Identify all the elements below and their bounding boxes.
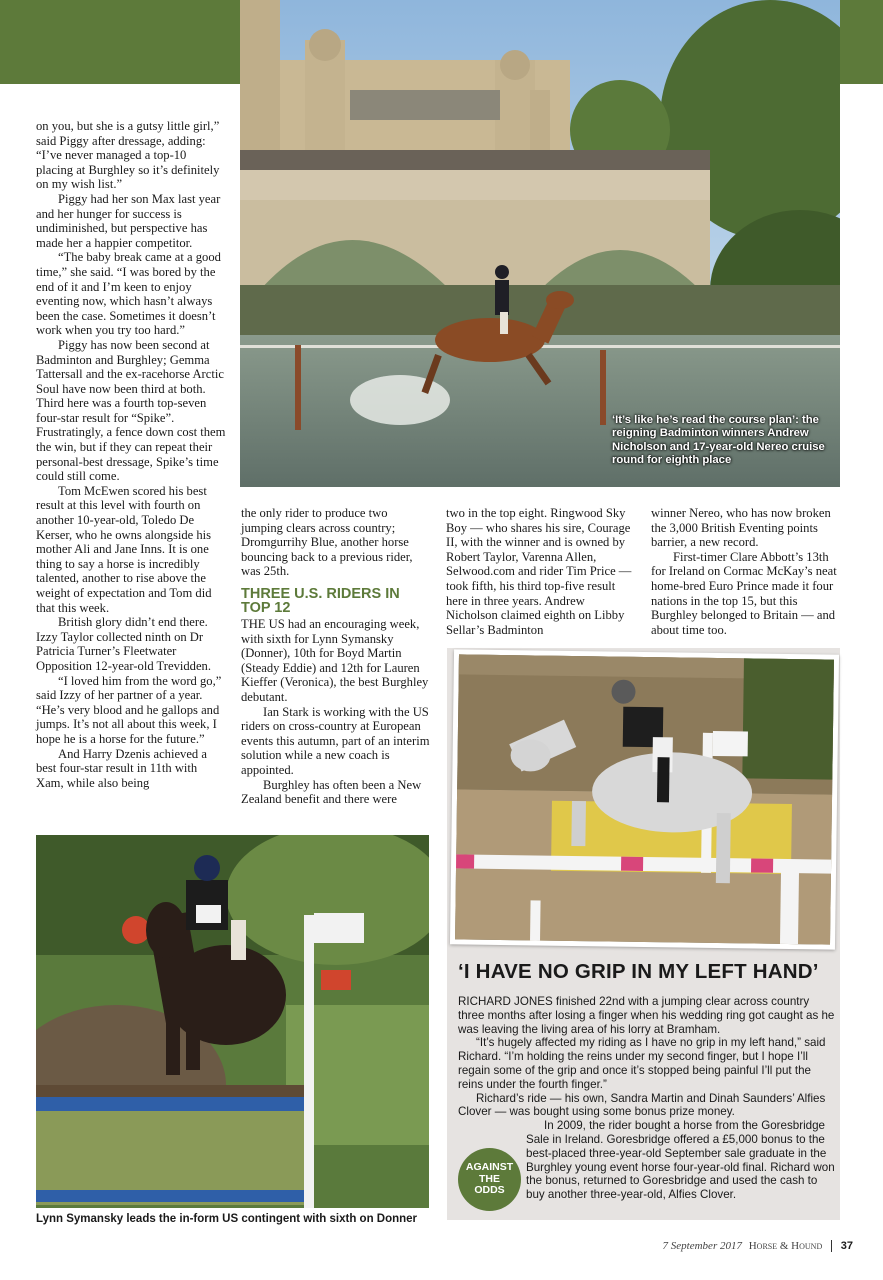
article-column-4 bbox=[651, 506, 841, 637]
col2-para-0: the only rider to produce two jumping clears across country; Dromgurrihy Blue, another horse bouncing back to a previous rider, was 25th. bbox=[241, 506, 413, 579]
article-column-2 bbox=[241, 506, 431, 807]
sidebar-photo bbox=[450, 649, 839, 949]
header-band-left bbox=[0, 0, 240, 84]
page-footer bbox=[663, 1240, 853, 1252]
col2-para-2: Ian Stark is working with the US riders on cross-country at European events this autumn, part of an interim solution while a new coach is appointed. bbox=[241, 704, 430, 777]
badge-line-3: ODDS bbox=[474, 1184, 505, 1197]
against-the-odds-badge bbox=[458, 1148, 521, 1211]
top-photo bbox=[240, 0, 840, 487]
sidebar-para-3-text: In 2009, the rider bought a horse from the Goresbridge Sale in Ireland. Goresbridge offered a £5,000 bonus to the best-placed three-year-old September sale graduate in the Burghley young event horse four-year-old final. Richard won the bonus, returned to Goresbridge and used the cash to buy another three-year-old, Alfies Clover. bbox=[526, 1119, 835, 1202]
sidebar-photo-image bbox=[450, 649, 839, 949]
col1-para-6: “I loved him from the word go,” said Izzy of her partner of a year. “He’s very blood and he gallops and jumps. It’s not all about this week, I hope he is a horse for the future.” bbox=[36, 673, 222, 746]
col1-para-5: British glory didn’t end there. Izzy Taylor collected ninth on Dr Patricia Turner’s Fleetwater Opposition 12-year-old Trevidden. bbox=[36, 615, 211, 673]
col1-para-1: Piggy had her son Max last year and her hunger for success is undiminished, but perspective has made her a happier competitor. bbox=[36, 191, 221, 250]
col2-para-1: THE US had an encouraging week, with sixth for Lynn Symansky (Donner), 10th for Boyd Martin (Steady Eddie) and 12th for Lauren Kieffer (Veronica), the best Burghley debutant. bbox=[241, 616, 429, 704]
sidebar-para-2: Richard’s ride — his own, Sandra Martin and Dinah Saunders’ Alfies Clover — was bought using some bonus prize money. bbox=[458, 1091, 826, 1119]
col3-para-0: two in the top eight. Ringwood Sky Boy — who shares his sire, Courage II, with the winner and is owned by Robert Taylor, Varenna Allen, Selwood.com and rider Tim Price — took fifth, his third top-five result here in three years. Andrew Nicholson claimed eighth on Libby Sellar’s Badminton bbox=[446, 506, 632, 637]
article-column-1 bbox=[36, 119, 226, 790]
col1-para-2: “The baby break came at a good time,” she said. “I was bored by the end of it and I’m keen to enjoy eventing now, which hasn’t always been the case. Sometimes it doesn’t work when you try too hard.” bbox=[36, 250, 221, 338]
article-column-3 bbox=[446, 506, 636, 637]
bottom-photo-caption: Lynn Symansky leads the in-form US contingent with sixth on Donner bbox=[36, 1213, 418, 1225]
bottom-left-photo bbox=[36, 835, 429, 1208]
col1-para-0: on you, but she is a gutsy little girl,” said Piggy after dressage, adding: “I’ve never managed a top-10 placing at Burghley so it’s definitely on my wish list.” bbox=[36, 119, 220, 192]
col1-para-4: Tom McEwen scored his best result at this level with fourth on another 10-year-old, Toledo De Kerser, who he owns alongside his mother Ali and Jane Inns. It is one thing to say a horse is incredibly talented, another to rise above the weight of expectation and Tom did that this week. bbox=[36, 483, 212, 615]
col4-para-1: First-timer Clare Abbott’s 13th for Ireland on Cormac McKay’s neat home-bred Euro Prince made it four nations in the top 15, but this Burghley belonged to Britain — and about time too. bbox=[651, 549, 837, 637]
top-photo-caption: ‘It’s like he’s read the course plan’: the reigning Badminton winners Andrew Nicholson and 17-year-old Nereo cruise round for eighth place bbox=[612, 414, 825, 467]
col1-para-7: And Harry Dzenis achieved a best four-star result in 11th with Xam, while also being bbox=[36, 746, 207, 790]
badge-line-1: AGAINST bbox=[465, 1161, 514, 1174]
footer-magazine: Horse & Hound bbox=[748, 1240, 823, 1252]
sidebar-para-1: “It’s hugely affected my riding as I have no grip in my left hand,” said Richard. “I’m holding the reins under my second finger, but I hope I’ll regain some of the grip and once it’s stopped being painful I’ll put the reins under the fourth finger.” bbox=[458, 1036, 826, 1091]
header-band-right bbox=[840, 0, 883, 84]
footer-date: 7 September 2017 bbox=[662, 1240, 742, 1252]
col1-para-3: Piggy has now been second at Badminton and Burghley; Gemma Tattersall and the ex-racehorse Arctic Soul have now been third at both. Third here was a fourth top-seven four-star result for “Spike”. Frustratingly, a fence down cost them the win, but if they can repeat their personal-best dressage, Spike’s time could still come. bbox=[36, 337, 226, 484]
footer-separator bbox=[831, 1240, 832, 1252]
col4-para-0: winner Nereo, who has now broken the 3,000 British Eventing points barrier, a new record. bbox=[651, 506, 831, 550]
bottom-left-photo-image bbox=[36, 835, 429, 1208]
badge-line-2: THE bbox=[479, 1172, 500, 1185]
page-number: 37 bbox=[840, 1240, 853, 1252]
sidebar-para-0: RICHARD JONES finished 22nd with a jumping clear across country three months after losing a finger when his wedding ring got caught as he was leaving the living area of his lorry at Bramham. bbox=[458, 995, 835, 1036]
sidebar-title: ‘I HAVE NO GRIP IN MY LEFT HAND’ bbox=[458, 960, 819, 983]
us-riders-subhead: THREE U.S. RIDERS IN TOP 12 bbox=[241, 585, 400, 616]
col2-para-3: Burghley has often been a New Zealand benefit and there were bbox=[241, 777, 422, 807]
